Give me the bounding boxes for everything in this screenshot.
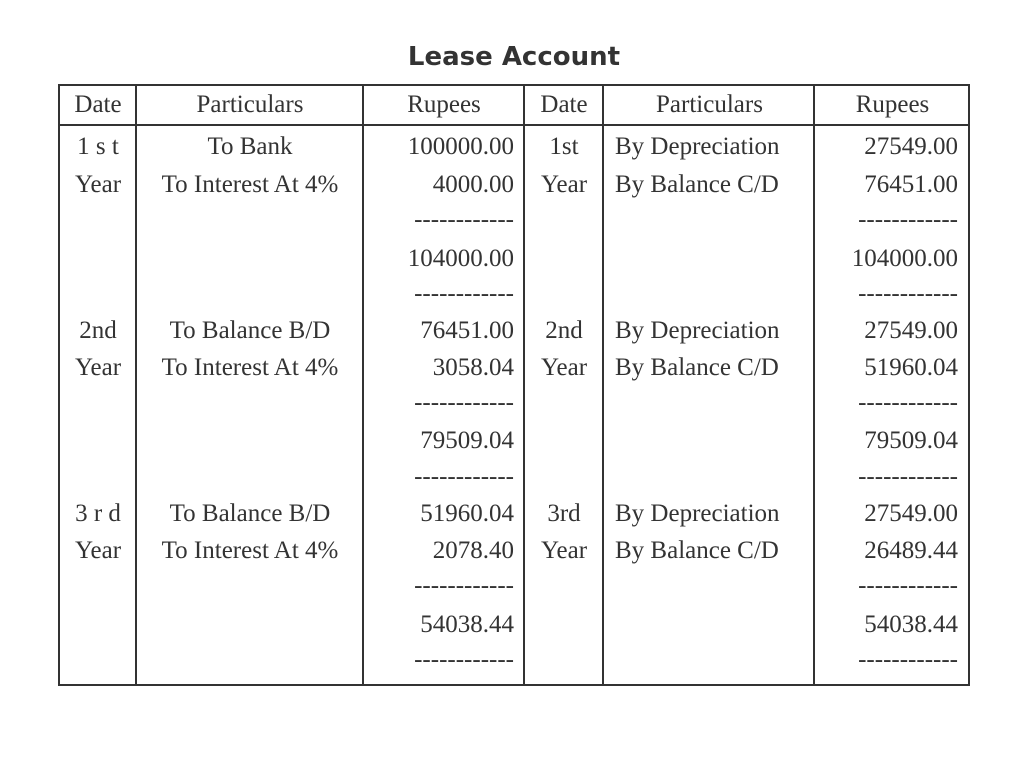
rule-dashes: ------------ <box>858 646 958 673</box>
credit-date: 2nd <box>545 317 583 344</box>
rule-dashes: ------------ <box>414 646 514 673</box>
credit-date: 1st <box>549 133 579 160</box>
debit-total: 104000.00 <box>407 245 514 272</box>
credit-entry: By Depreciation <box>615 133 780 160</box>
debit-entry: To Interest At 4% <box>161 171 339 198</box>
rule-dashes: ------------ <box>414 389 514 416</box>
credit-entry: By Balance C/D <box>615 537 779 564</box>
header-date-credit: Date <box>540 91 588 118</box>
credit-amount: 27549.00 <box>864 317 958 344</box>
rule-dashes: ------------ <box>414 280 514 307</box>
debit-amount: 4000.00 <box>432 171 514 198</box>
credit-amount: 26489.44 <box>864 537 958 564</box>
rule-dashes: ------------ <box>858 206 958 233</box>
debit-entry: To Interest At 4% <box>161 537 339 564</box>
credit-amount: 27549.00 <box>864 133 958 160</box>
header-particulars: Particulars <box>196 91 304 118</box>
year-date: 3 r d <box>75 500 121 527</box>
credit-date: Year <box>540 171 588 198</box>
credit-date: Year <box>540 537 588 564</box>
credit-amount: 76451.00 <box>864 171 958 198</box>
credit-entry: By Depreciation <box>615 317 780 344</box>
debit-amount: 100000.00 <box>407 133 514 160</box>
year-date: 1 s t <box>77 133 119 160</box>
credit-total: 54038.44 <box>864 611 958 638</box>
header-rupees: Rupees <box>407 91 481 118</box>
credit-total: 79509.04 <box>864 427 958 454</box>
year-date: 2nd <box>79 317 117 344</box>
credit-entry: By Balance C/D <box>615 171 779 198</box>
debit-amount: 76451.00 <box>420 317 514 344</box>
debit-total: 54038.44 <box>420 611 514 638</box>
rule-dashes: ------------ <box>858 463 958 490</box>
page-title: Lease Account <box>407 42 621 72</box>
credit-amount: 51960.04 <box>864 354 958 381</box>
rule-dashes: ------------ <box>858 280 958 307</box>
year-date: Year <box>74 537 122 564</box>
debit-entry: To Balance B/D <box>169 500 331 527</box>
debit-total: 79509.04 <box>420 427 514 454</box>
credit-amount: 27549.00 <box>864 500 958 527</box>
credit-entry: By Balance C/D <box>615 354 779 381</box>
debit-entry: To Balance B/D <box>169 317 331 344</box>
year-date: Year <box>74 171 122 198</box>
header-divider <box>58 124 970 126</box>
rule-dashes: ------------ <box>414 572 514 599</box>
header-rupees-credit: Rupees <box>855 91 930 118</box>
credit-entry: By Depreciation <box>615 500 780 527</box>
rule-dashes: ------------ <box>414 463 514 490</box>
header-particulars-credit: Particulars <box>656 91 763 118</box>
rule-dashes: ------------ <box>414 206 514 233</box>
credit-date: Year <box>540 354 588 381</box>
debit-entry: To Bank <box>207 133 293 160</box>
debit-amount: 51960.04 <box>420 500 514 527</box>
debit-entry: To Interest At 4% <box>161 354 339 381</box>
year-date: Year <box>74 354 122 381</box>
rule-dashes: ------------ <box>858 572 958 599</box>
debit-amount: 2078.40 <box>432 537 514 564</box>
rule-dashes: ------------ <box>858 389 958 416</box>
credit-date: 3rd <box>547 500 581 527</box>
header-date: Date <box>74 91 122 118</box>
credit-total: 104000.00 <box>851 245 958 272</box>
debit-amount: 3058.04 <box>432 354 514 381</box>
